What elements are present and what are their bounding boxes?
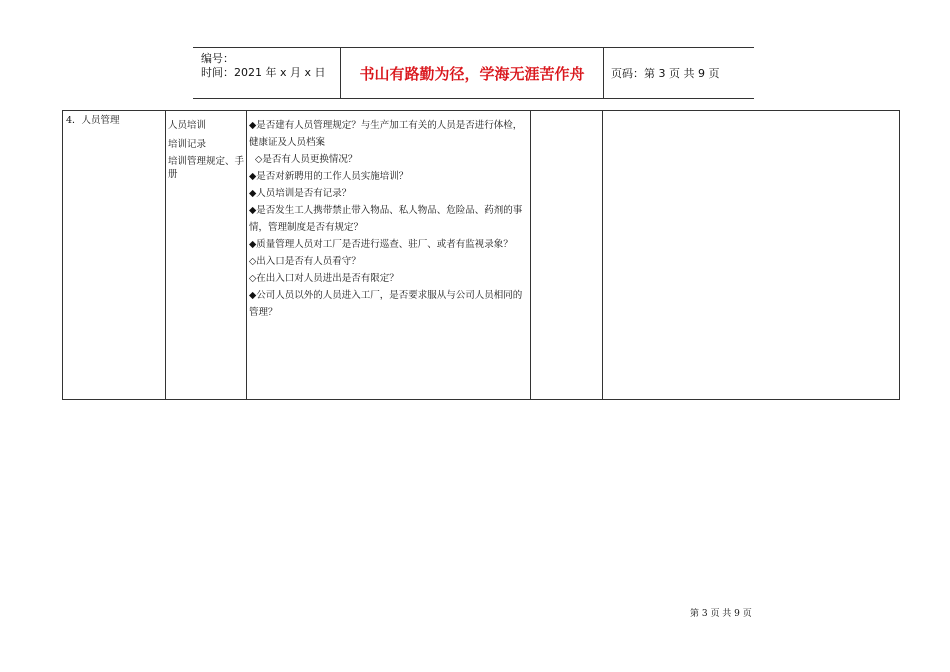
document-item: 人员培训 (168, 120, 207, 131)
document-item: 培训管理规定、手册 (168, 156, 245, 180)
page-footer: 第 3 页 共 9 页 (690, 609, 752, 619)
check-item: ◆公司人员以外的人员进入工厂，是否要求服从与公司人员相同的管理？ (249, 290, 523, 318)
document-number-label: 编号： (201, 52, 234, 65)
check-item: ◇在出入口对人员进出是否有限定？ (249, 273, 399, 284)
related-documents (168, 117, 248, 183)
section-title: 4．人员管理 (66, 115, 120, 126)
header-meta (201, 52, 326, 80)
header-page-number: 页码：第 3 页 共 9 页 (611, 67, 720, 80)
document-date-label: 时间：2021 年 x 月 x 日 (201, 66, 326, 79)
check-item: ◇是否有人员更换情况？ (249, 154, 358, 165)
check-item: ◆是否发生工人携带禁止带入物品、私人物品、危险品、药剂的事情，管理制度是否有规定？ (249, 205, 523, 233)
page-header (193, 47, 754, 99)
check-item: ◆质量管理人员对工厂是否进行巡查、驻厂、或者有监视录象？ (249, 239, 513, 250)
check-item: ◆是否对新聘用的工作人员实施培训？ (249, 171, 409, 182)
check-item: ◆是否建有人员管理规定？与生产加工有关的人员是否进行体检，健康证及人员档案 (249, 120, 523, 148)
header-divider (603, 48, 604, 98)
header-motto: 书山有路勤为径，学海无涯苦作舟 (359, 64, 585, 83)
check-item: ◆人员培训是否有记录？ (249, 188, 352, 199)
check-items (249, 117, 529, 321)
document-item: 培训记录 (168, 139, 207, 150)
column-divider (602, 111, 603, 399)
column-divider (530, 111, 531, 399)
column-divider (165, 111, 166, 399)
checklist-table (62, 110, 900, 400)
check-item: ◇出入口是否有人员看守？ (249, 256, 361, 267)
